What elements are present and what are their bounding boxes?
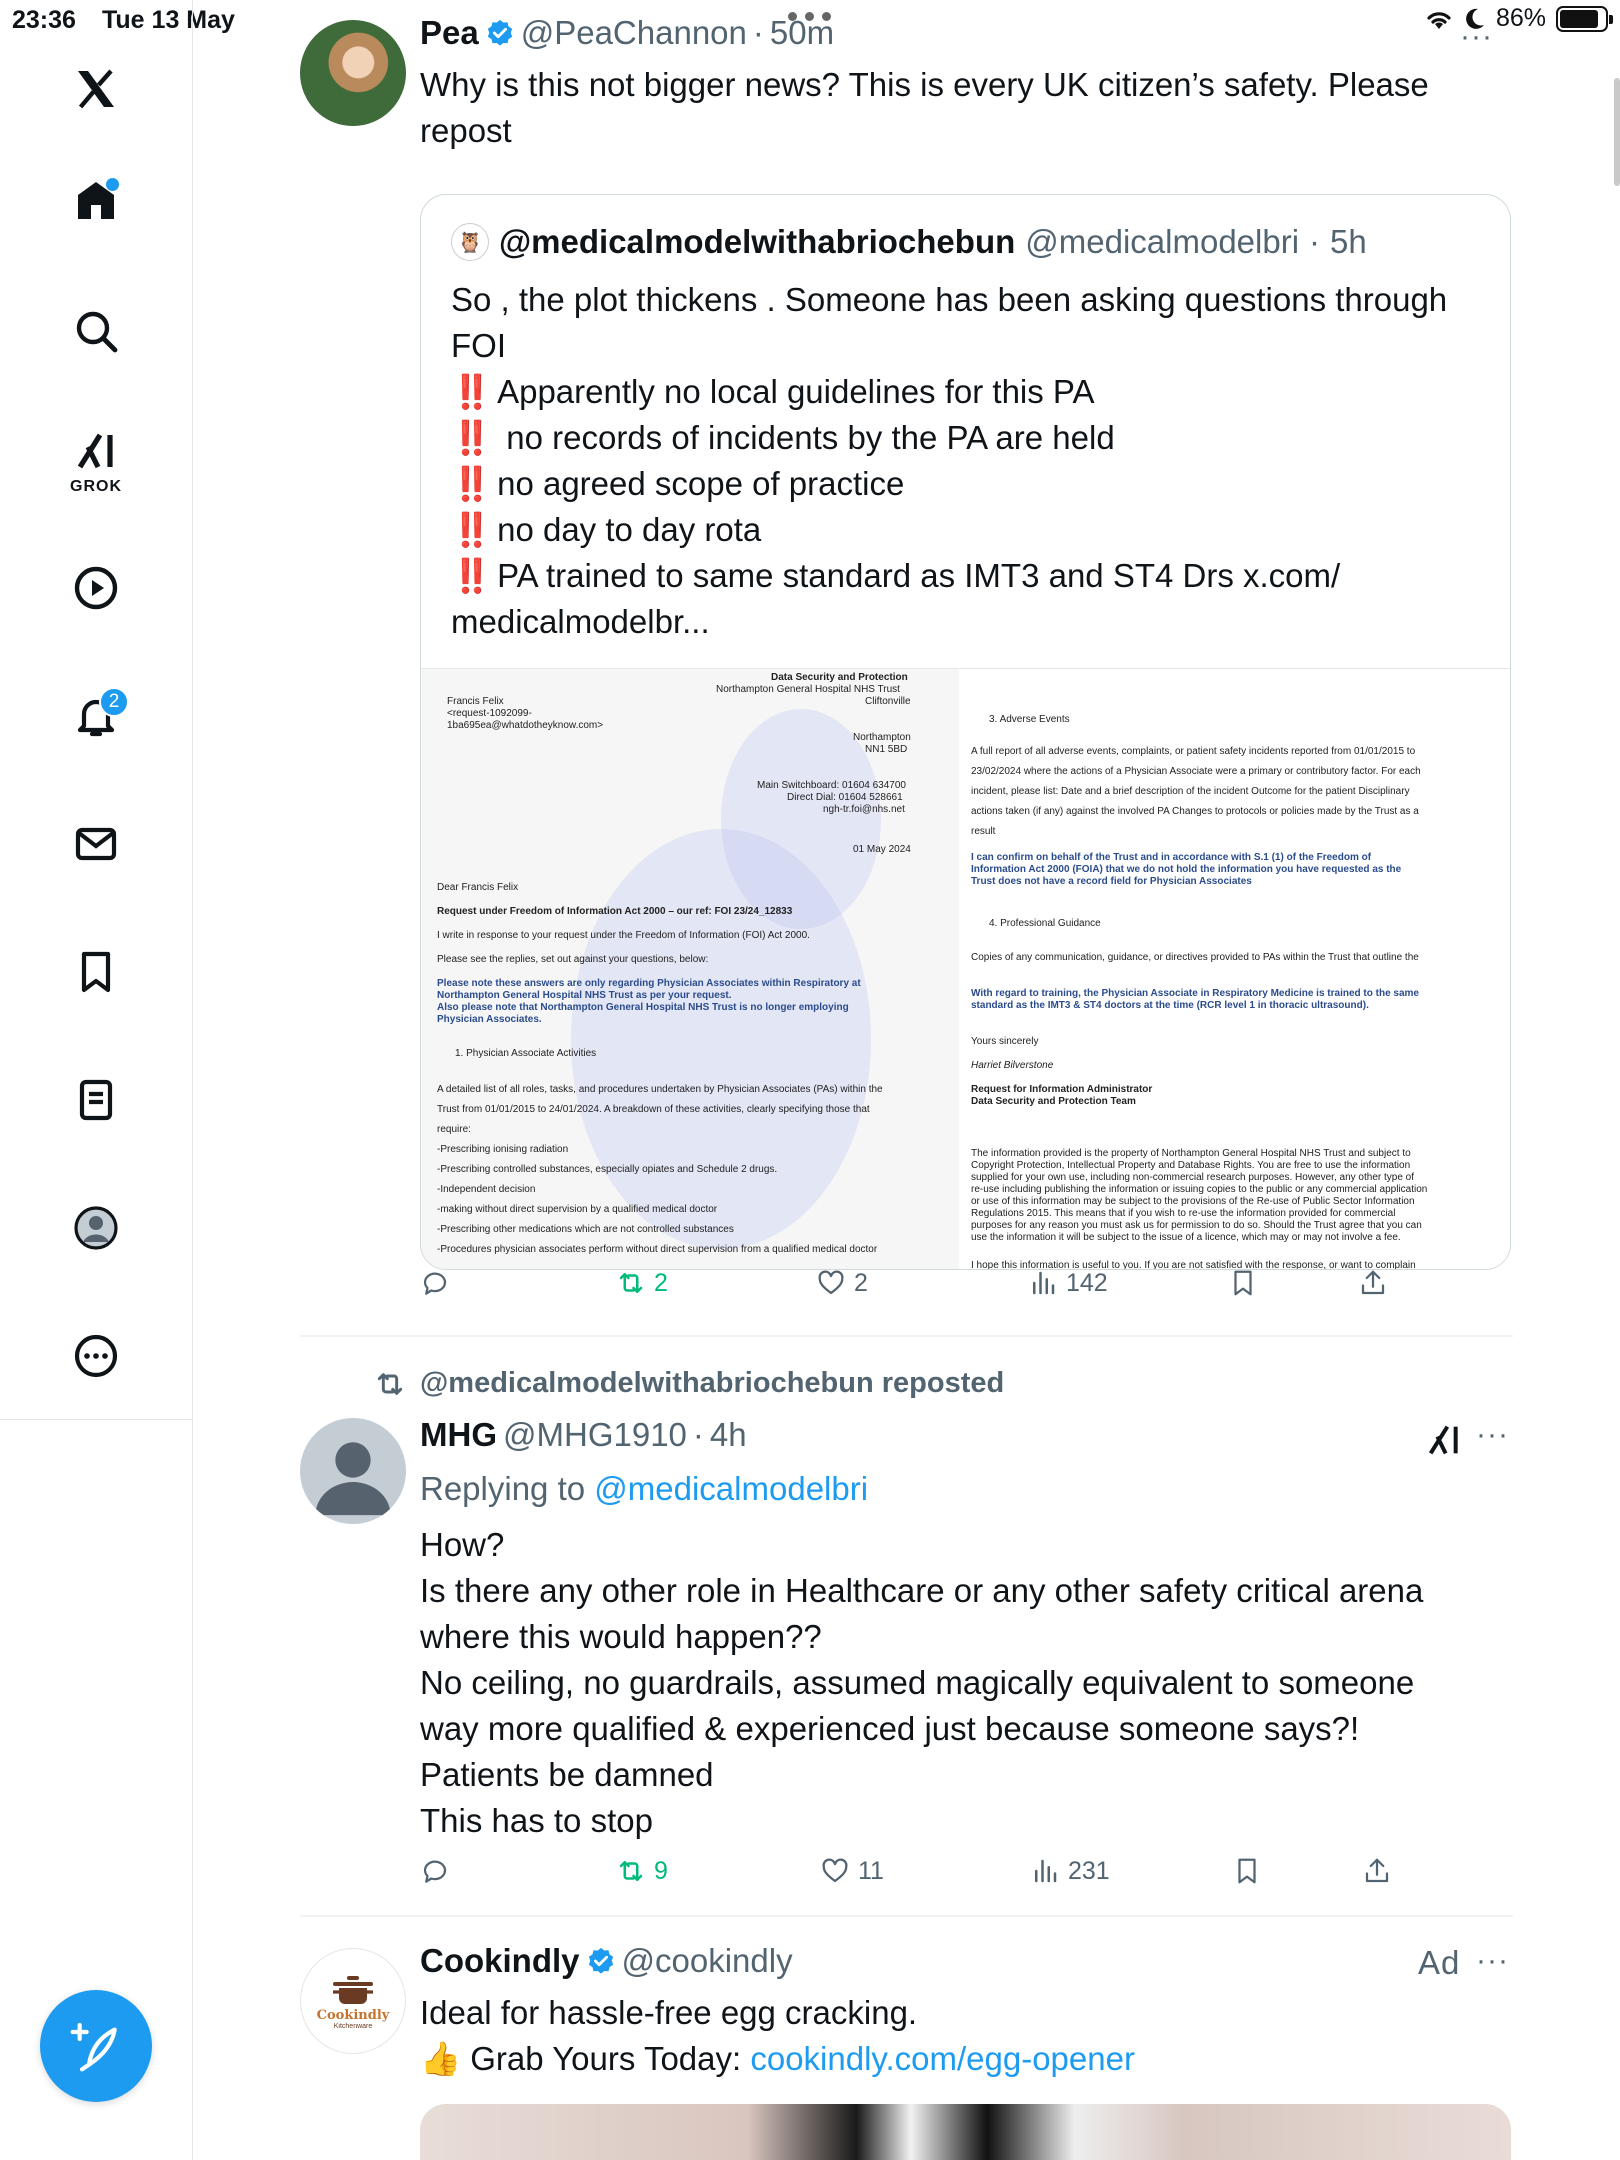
post-text <box>420 62 1510 154</box>
post-time[interactable]: 50m <box>769 14 835 51</box>
double-exclamation-icon: ‼️ <box>451 373 490 410</box>
foi-document-image[interactable] <box>421 668 1511 1270</box>
author-name[interactable]: MHG <box>420 1416 497 1453</box>
doc-city: Northampton <box>853 732 911 743</box>
double-exclamation-icon: ‼️ <box>451 511 490 548</box>
post-text-line: where this would happen?? <box>420 1618 822 1655</box>
post-text-line: No ceiling, no guardrails, assumed magically equivalent to someone <box>420 1664 1415 1701</box>
bookmark-icon <box>1232 1856 1262 1886</box>
doc-salutation: Dear Francis Felix <box>437 882 519 893</box>
avatar[interactable] <box>300 1418 406 1524</box>
post-time[interactable]: 4h <box>709 1416 747 1453</box>
doc-s1-text: require: <box>437 1124 471 1135</box>
doc-see-replies: Please see the replies, set out against your questions, below: <box>437 954 709 965</box>
quoted-line: So , the plot thickens . Someone has been asking questions through <box>451 281 1448 318</box>
post-actions <box>420 1268 1420 1318</box>
doc-footer: Copyright Protection, Intellectual Property and Database Rights. You are free to use the information <box>971 1160 1411 1171</box>
repost-icon <box>616 1268 646 1298</box>
doc-switchboard: Main Switchboard: 01604 634700 <box>757 780 906 791</box>
quoted-author-name[interactable]: @medicalmodelwithabriochebun <box>499 223 1016 260</box>
share-button[interactable] <box>1362 1856 1392 1886</box>
like-button[interactable] <box>816 1268 868 1298</box>
post-pea[interactable] <box>300 14 1513 1320</box>
quoted-author-handle[interactable]: @medicalmodelbri <box>1025 223 1300 260</box>
bookmark-button[interactable] <box>1232 1856 1262 1886</box>
sidebar-divider <box>0 1419 193 1420</box>
author-handle[interactable]: @cookindly <box>621 1942 793 1979</box>
post-divider <box>300 1915 1513 1917</box>
post-text-line: This has to stop <box>420 1802 653 1839</box>
post-text-line: way more qualified & experienced just because someone says?! <box>420 1710 1360 1747</box>
notifications-bell-icon[interactable] <box>63 683 129 749</box>
ad-link[interactable]: cookindly.com/egg-opener <box>750 2040 1135 2077</box>
doc-org: Data Security and Protection <box>771 672 908 683</box>
doc-s1-item: -Prescribing ionising radiation <box>437 1144 569 1155</box>
ad-label: Ad <box>1418 1944 1461 1981</box>
quoted-time: 5h <box>1330 223 1367 260</box>
ad-logo-text: Cookindly <box>316 2008 390 2023</box>
post-actions <box>420 1856 1420 1906</box>
verified-badge-icon <box>485 18 515 48</box>
double-exclamation-icon: ‼️ <box>451 465 490 502</box>
doc-section-3: 3. Adverse Events <box>989 714 1070 725</box>
more-options-icon[interactable]: ··· <box>1476 1418 1509 1451</box>
share-icon <box>1362 1856 1392 1886</box>
doc-s3-text: 23/02/2024 where the actions of a Physician Associate were a primary or contributory factor. For each <box>971 766 1421 777</box>
doc-date: 01 May 2024 <box>853 844 911 855</box>
messages-envelope-icon[interactable] <box>63 811 129 877</box>
doc-s3-answer: Trust does not have a record field for Physician Associates <box>971 876 1252 887</box>
repost-context[interactable] <box>374 1367 1004 1400</box>
doc-hospital: Northampton General Hospital NHS Trust <box>716 684 900 695</box>
doc-footer: or use of this information may be subject to the provisions of the Re-use of Public Sector Information <box>971 1196 1415 1207</box>
doc-s4-text: Copies of any communication, guidance, or directives provided to PAs within the Trust that outline the <box>971 952 1419 963</box>
quoted-line: FOI <box>451 327 506 364</box>
quoted-line: Apparently no local guidelines for this PA <box>497 373 1095 410</box>
bookmark-icon <box>1228 1268 1258 1298</box>
like-button[interactable] <box>820 1856 884 1886</box>
timeline-feed <box>194 0 1620 2160</box>
separator-dot: · <box>752 14 764 51</box>
x-logo-icon[interactable] <box>63 56 129 122</box>
doc-s3-answer: I can confirm on behalf of the Trust and in accordance with S.1 (1) of the Freedom of <box>971 852 1372 863</box>
quoted-line: PA trained to same standard as IMT3 and ST4 Drs x.com/ <box>497 557 1341 594</box>
doc-note: Also please note that Northampton General Hospital NHS Trust is no longer employing <box>437 1002 849 1013</box>
document-page-right <box>959 669 1511 1270</box>
post-text-line: How? <box>420 1526 505 1563</box>
doc-closing: Yours sincerely <box>971 1036 1039 1047</box>
doc-note: Physician Associates. <box>437 1014 542 1025</box>
repost-count: 9 <box>654 1856 668 1885</box>
compose-post-button[interactable] <box>40 1990 152 2102</box>
doc-footer: supplied for your own use, including non-commercial research purposes. However, any other type of <box>971 1172 1415 1183</box>
like-count: 11 <box>858 1856 884 1885</box>
doc-s1-text: Trust from 01/01/2015 to 24/01/2024. A breakdown of these activities, clearly specifying those that <box>437 1104 870 1115</box>
doc-place: Cliftonville <box>865 696 911 707</box>
avatar[interactable] <box>300 20 406 126</box>
grok-icon[interactable] <box>63 418 129 484</box>
heart-icon <box>816 1268 846 1298</box>
doc-section-4: 4. Professional Guidance <box>989 918 1101 929</box>
bookmark-icon[interactable] <box>63 939 129 1005</box>
author-name[interactable]: Pea <box>420 14 479 51</box>
ad-media-image[interactable] <box>420 2104 1511 2160</box>
repost-context-text: @medicalmodelwithabriochebun reposted <box>420 1367 1005 1399</box>
views-chart-icon <box>1028 1268 1058 1298</box>
more-options-icon[interactable]: ··· <box>1476 1944 1509 1977</box>
more-circle-icon[interactable] <box>63 1323 129 1389</box>
doc-s3-text: A full report of all adverse events, complaints, or patient safety incidents reported from 01/01/2015 to <box>971 746 1416 757</box>
reply-button[interactable] <box>420 1856 450 1886</box>
doc-signatory: Harriet Bilverstone <box>971 1060 1054 1071</box>
quoted-avatar[interactable]: 🦉 <box>451 223 489 261</box>
status-time: 23:36 <box>12 6 76 34</box>
double-exclamation-icon: ‼️ <box>451 557 490 594</box>
ad-logo-subtext: Kitchenware <box>333 2023 373 2030</box>
share-icon <box>1358 1268 1388 1298</box>
view-count: 231 <box>1068 1856 1110 1885</box>
doc-s3-text: actions taken (if any) against the involved PA Changes to protocols or policies made by the Trust as a <box>971 806 1419 817</box>
grok-label: GROK <box>70 478 122 495</box>
post-text-line: repost <box>420 112 512 149</box>
doc-footer: Regulations 2015. This means that if you wish to re-use the information provided for commercial <box>971 1208 1396 1219</box>
view-count: 142 <box>1066 1268 1108 1297</box>
doc-note: Northampton General Hospital NHS Trust as per your request. <box>437 990 732 1001</box>
post-text-line: Is there any other role in Healthcare or any other safety critical arena <box>420 1572 1424 1609</box>
doc-subject: Request under Freedom of Information Act 2000 – our ref: FOI 23/24_12833 <box>437 906 793 917</box>
doc-s1-item: -Procedures physician associates perform without direct supervision from a qualified medical doctor <box>437 1244 878 1255</box>
author-name[interactable]: Cookindly <box>420 1942 580 1979</box>
status-date: Tue 13 May <box>102 6 235 34</box>
post-text <box>420 1990 1510 2082</box>
notifications-badge: 2 <box>99 687 129 717</box>
pot-icon <box>328 1972 378 2008</box>
doc-recipient-email: <request-1092099- <box>447 708 532 719</box>
verified-badge-icon <box>586 1946 616 1976</box>
doc-recipient: Francis Felix <box>447 696 504 707</box>
quoted-text <box>451 277 1491 645</box>
repost-button[interactable] <box>616 1268 668 1298</box>
post-text-line: Why is this not bigger news? This is every UK citizen’s safety. Please <box>420 66 1429 103</box>
quoted-line: no records of incidents by the PA are held <box>497 419 1115 456</box>
doc-note: Please note these answers are only regarding Physician Associates within Respiratory at <box>437 978 861 989</box>
doc-s4-answer: With regard to training, the Physician Associate in Respiratory Medicine is trained to the same <box>971 988 1419 999</box>
replying-to-link[interactable]: @medicalmodelbri <box>594 1470 869 1507</box>
lists-icon[interactable] <box>63 1067 129 1133</box>
quoted-line: medicalmodelbr... <box>451 603 710 640</box>
author-handle[interactable]: @PeaChannon <box>520 14 747 51</box>
views-chart-icon <box>1030 1856 1060 1886</box>
doc-footer: re-use including publishing the information or issuing copies to the public or any commercial application <box>971 1184 1428 1195</box>
like-count: 2 <box>854 1268 868 1297</box>
doc-s1-item: -making without direct supervision by a qualified medical doctor <box>437 1204 718 1215</box>
battery-percent: 86% <box>1495 4 1546 32</box>
home-icon[interactable] <box>63 168 129 234</box>
scrollbar[interactable] <box>1614 78 1620 186</box>
doc-email: ngh-tr.foi@nhs.net <box>823 804 905 815</box>
separator-dot: · <box>692 1416 704 1453</box>
author-handle[interactable]: @MHG1910 <box>503 1416 687 1453</box>
post-divider <box>300 1335 1513 1337</box>
doc-s3-text: result <box>971 826 996 837</box>
doc-section-1: 1. Physician Associate Activities <box>455 1048 597 1059</box>
grok-icon[interactable] <box>1424 1420 1464 1460</box>
avatar[interactable] <box>300 1948 406 2054</box>
doc-postcode: NN1 5BD <box>865 744 908 755</box>
doc-sig-title: Request for Information Administrator <box>971 1084 1153 1095</box>
doc-intro: I write in response to your request under the Freedom of Information (FOI) Act 2000. <box>437 930 810 941</box>
share-button[interactable] <box>1358 1268 1388 1298</box>
post-text-line: Ideal for hassle-free egg cracking. <box>420 1994 918 2031</box>
doc-s3-text: incident, please list: Date and a brief description of the incident Outcome for the patient Disciplinary <box>971 786 1410 797</box>
bookmark-button[interactable] <box>1228 1268 1258 1298</box>
video-play-icon[interactable] <box>63 555 129 621</box>
doc-direct: Direct Dial: 01604 528661 <box>787 792 903 803</box>
post-text-line: 👍 Grab Yours Today: <box>420 2040 751 2077</box>
doc-final: I hope this information is useful to you. If you are not satisfied with the response, or want to complain <box>971 1260 1416 1270</box>
sidebar <box>0 0 193 2160</box>
feather-plus-icon <box>68 2018 124 2074</box>
post-ad-cookindly[interactable] <box>300 1942 1513 2160</box>
post-text <box>420 1522 1510 1844</box>
reply-icon <box>420 1268 450 1298</box>
repost-icon <box>374 1368 406 1400</box>
repost-count: 2 <box>654 1268 668 1297</box>
heart-icon <box>820 1856 850 1886</box>
reply-button[interactable] <box>420 1268 450 1298</box>
doc-footer: use the information it will be subject to the issue of a licence, which may or may not involve a fee. <box>971 1232 1401 1243</box>
views-button[interactable] <box>1028 1268 1108 1298</box>
doc-s3-answer: Information Act 2000 (FOIA) that we do not hold the information you have requested as the <box>971 864 1402 875</box>
doc-sig-title: Data Security and Protection Team <box>971 1096 1136 1107</box>
doc-s1-item: -Independent decision <box>437 1184 536 1195</box>
doc-footer: The information provided is the property of Northampton General Hospital NHS Trust and subject to <box>971 1148 1411 1159</box>
search-icon[interactable] <box>63 298 129 364</box>
post-mhg[interactable] <box>300 1418 1513 1918</box>
doc-s1-item: -Prescribing other medications which are not controlled substances <box>437 1224 734 1235</box>
replying-to <box>420 1466 868 1512</box>
post-text-line: Patients be damned <box>420 1756 714 1793</box>
doc-footer: purposes for any reason you must ask us for permission to do so. Should the Trust agree that you can <box>971 1220 1422 1231</box>
double-exclamation-icon: ‼️ <box>451 419 490 456</box>
repost-button[interactable] <box>616 1856 668 1886</box>
quoted-line: no day to day rota <box>497 511 762 548</box>
reply-icon <box>420 1856 450 1886</box>
repost-icon <box>616 1856 646 1886</box>
more-options-icon[interactable]: ··· <box>1460 20 1493 53</box>
home-unread-dot <box>106 178 119 191</box>
doc-s4-answer: standard as the IMT3 & ST4 doctors at the time (RCR level 1 in thoracic ultrasound). <box>971 1000 1369 1011</box>
doc-s1-item: -Prescribing controlled substances, especially opiates and Schedule 2 drugs. <box>437 1164 778 1175</box>
doc-recipient-email: 1ba695ea@whatdotheyknow.com> <box>447 720 604 731</box>
replying-to-label: Replying to <box>420 1470 586 1507</box>
doc-s1-text: A detailed list of all roles, tasks, and procedures undertaken by Physician Associates (PAs) within the <box>437 1084 883 1095</box>
quoted-line: no agreed scope of practice <box>497 465 905 502</box>
profile-avatar-icon[interactable] <box>63 1195 129 1261</box>
views-button[interactable] <box>1030 1856 1110 1886</box>
separator-dot: · <box>1309 223 1321 260</box>
quoted-post[interactable] <box>420 194 1511 1270</box>
document-page-left <box>421 669 959 1270</box>
